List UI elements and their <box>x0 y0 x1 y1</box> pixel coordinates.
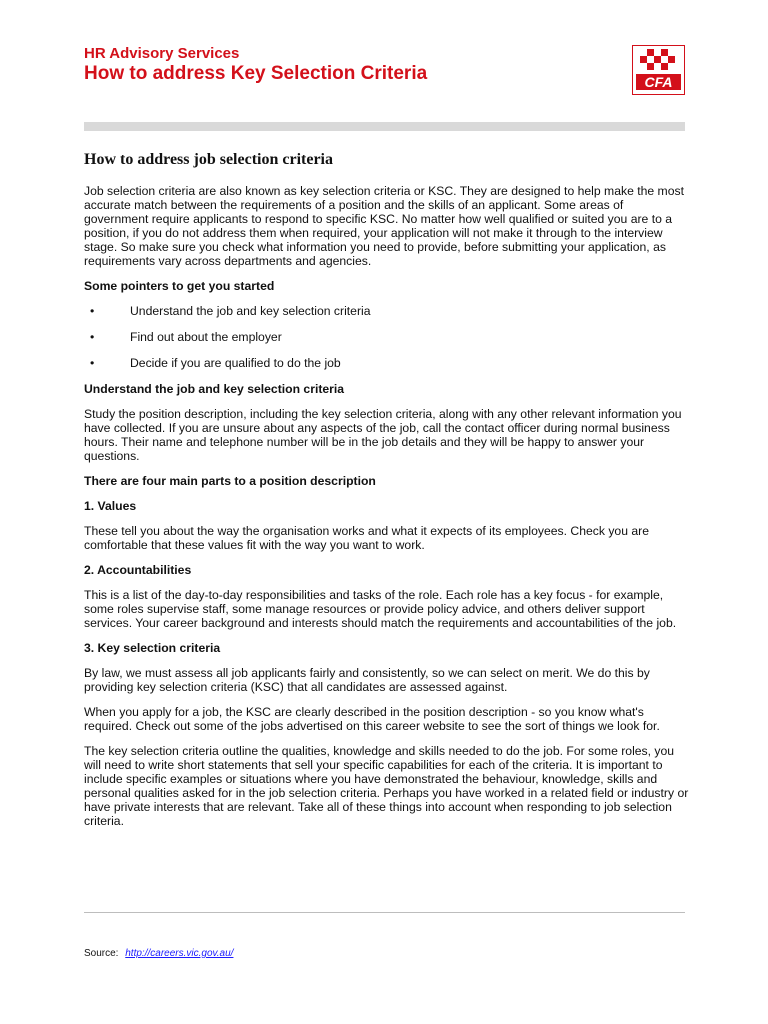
accountabilities-heading: 2. Accountabilities <box>84 563 192 577</box>
ksc-paragraph-2: When you apply for a job, the KSC are clearly described in the position description - so you know what's required. Check out some of the jobs advertised on this career website to see the sort of things we look for. <box>84 705 660 733</box>
source-line <box>84 948 233 959</box>
header-subtitle: HR Advisory Services <box>84 45 240 62</box>
pointers-heading: Some pointers to get you started <box>84 279 275 293</box>
list-item-text: Find out about the employer <box>130 330 282 344</box>
bullet-icon: • <box>90 330 95 344</box>
list-item-text: Understand the job and key selection criteria <box>130 304 371 318</box>
list-item <box>84 304 689 318</box>
values-heading: 1. Values <box>84 499 137 513</box>
header-divider-bar <box>84 122 685 131</box>
ksc-paragraph-3: The key selection criteria outline the qualities, knowledge and skills needed to do the job. For some roles, you will need to write short statements that sell your specific capabilities for each of the criteria. It is important to include specific examples or situations where you have demonstrated the behaviour, knowledge, skills and personal qualities asked for in the job selection criteria. Perhaps you have worked in a related field or industry or have private interests that are relevant. Take all of these things into account when responding to job selection criteria. <box>84 744 689 828</box>
source-link[interactable]: http://careers.vic.gov.au/ <box>125 948 234 959</box>
ksc-paragraph-1: By law, we must assess all job applicants fairly and consistently, so we can select on merit. We do this by providing key selection criteria (KSC) that all candidates are assessed against. <box>84 666 650 694</box>
intro-paragraph: Job selection criteria are also known as key selection criteria or KSC. They are designed to help make the most accurate match between the requirements of a position and the skills of an applicant. Some areas of government require applicants to respond to specific KSC. No matter how well qualified or suited you are to a position, if you do not address them when required, your application will not make it through to the interview stage. So make sure you check what information you need to provide, before submitting your application, as requirements vary across departments and agencies. <box>84 184 684 268</box>
values-paragraph: These tell you about the way the organisation works and what it expects of its employees. Check you are comfortable that these values fit with the way you want to work. <box>84 524 649 552</box>
parts-heading: There are four main parts to a position description <box>84 474 376 488</box>
bullet-icon: • <box>90 304 95 318</box>
article-body <box>84 150 689 839</box>
source-label: Source: <box>84 948 119 959</box>
ksc-heading: 3. Key selection criteria <box>84 641 221 655</box>
footer-divider <box>84 912 685 913</box>
accountabilities-paragraph: This is a list of the day-to-day responsibilities and tasks of the role. Each role has a key focus - for example, some roles supervise staff, some manage resources or provide policy advice, and others deliver support services. Your career background and interests should match the requirements and accountabilities of the job. <box>84 588 677 630</box>
list-item <box>84 356 689 370</box>
cfa-logo <box>632 45 685 95</box>
understand-heading: Understand the job and key selection criteria <box>84 382 345 396</box>
list-item <box>84 330 689 344</box>
bullet-icon: • <box>90 356 95 370</box>
pointers-list <box>84 304 689 370</box>
logo-text: CFA <box>644 74 673 90</box>
understand-paragraph: Study the position description, including the key selection criteria, along with any other relevant information you have collected. If you are unsure about any aspects of the job, call the contact officer during normal business hours. Their name and telephone number will be in the job details and they will be happy to answer your questions. <box>84 407 682 463</box>
header-title: How to address Key Selection Criteria <box>84 63 428 84</box>
list-item-text: Decide if you are qualified to do the job <box>130 356 341 370</box>
article-heading: How to address job selection criteria <box>84 151 333 168</box>
